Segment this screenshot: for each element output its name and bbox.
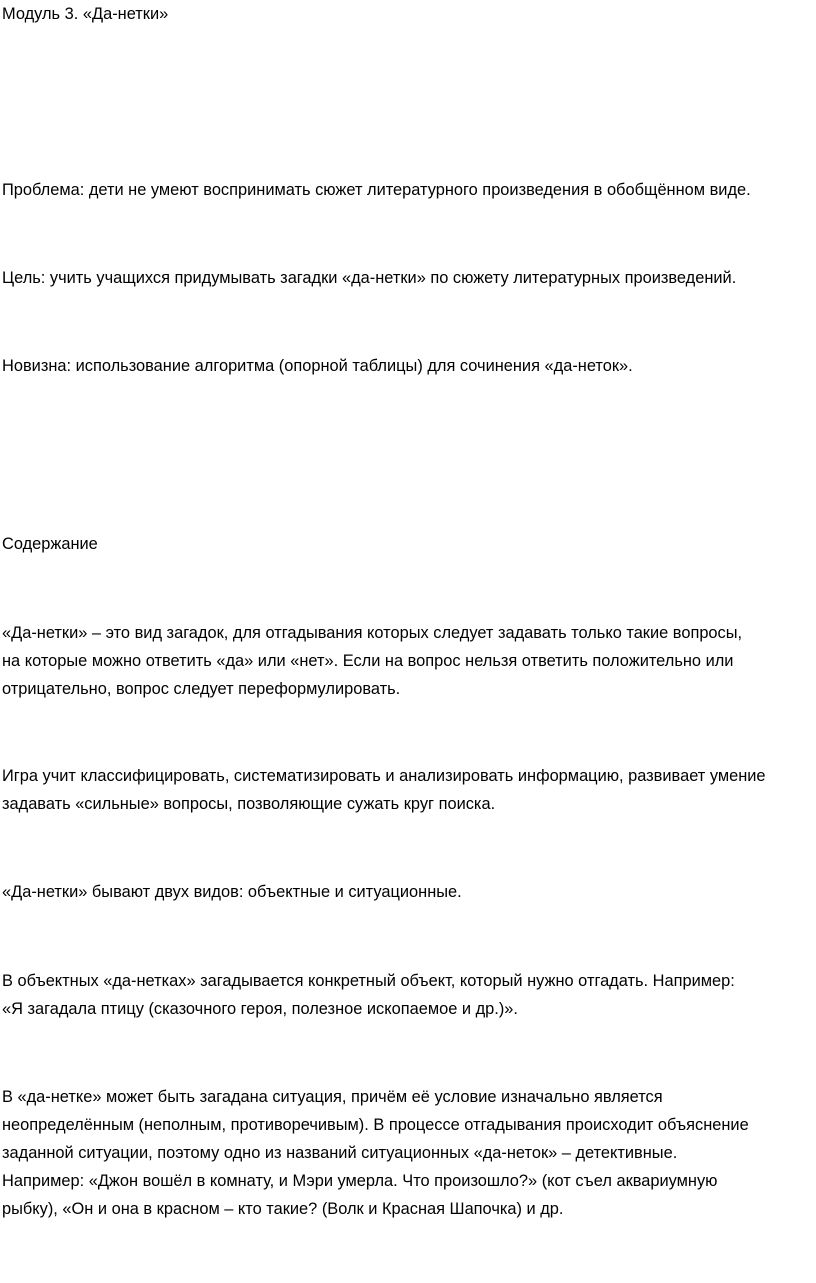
problem-text: Проблема: дети не умеют воспринимать сюжет литературного произведения в обобщённом виде. bbox=[2, 181, 751, 199]
paragraph-line: В «да-нетке» может быть загадана ситуация, причём её условие изначально является bbox=[2, 1088, 663, 1106]
paragraph-line: заданной ситуации, поэтому одно из названий ситуационных «да-неток» – детективные. bbox=[2, 1144, 678, 1162]
paragraph-object-riddles bbox=[2, 967, 812, 1023]
contents-heading bbox=[2, 530, 812, 558]
goal-text: Цель: учить учащихся придумывать загадки «да-нетки» по сюжету литературных произведений. bbox=[2, 269, 737, 287]
contents-heading-text: Содержание bbox=[2, 535, 98, 553]
paragraph-line: «Я загадала птицу (сказочного героя, полезное ископаемое и др.)». bbox=[2, 1000, 518, 1018]
paragraph-line: рыбку), «Он и она в красном – кто такие? (Волк и Красная Шапочка) и др. bbox=[2, 1200, 564, 1218]
module-title bbox=[2, 0, 812, 28]
novelty-text: Новизна: использование алгоритма (опорной таблицы) для сочинения «да-неток». bbox=[2, 357, 633, 375]
paragraph-line: «Да-нетки» бывают двух видов: объектные и ситуационные. bbox=[2, 883, 462, 901]
paragraph-line: В объектных «да-нетках» загадывается конкретный объект, который нужно отгадать. Например: bbox=[2, 972, 735, 990]
paragraph-types bbox=[2, 878, 812, 906]
paragraph-line: Например: «Джон вошёл в комнату, и Мэри умерла. Что произошло?» (кот съел аквариумную bbox=[2, 1172, 718, 1190]
paragraph-situation-riddles bbox=[2, 1083, 812, 1223]
paragraph-skills bbox=[2, 762, 812, 818]
paragraph-line: «Да-нетки» – это вид загадок, для отгадывания которых следует задавать только такие вопросы, bbox=[2, 624, 743, 642]
paragraph-definition bbox=[2, 619, 812, 703]
module-title-text: Модуль 3. «Да-нетки» bbox=[2, 5, 169, 23]
paragraph-line: отрицательно, вопрос следует переформулировать. bbox=[2, 680, 401, 698]
paragraph-line: на которые можно ответить «да» или «нет». Если на вопрос нельзя ответить положительно или bbox=[2, 652, 734, 670]
goal-statement bbox=[2, 264, 812, 292]
problem-statement bbox=[2, 176, 812, 204]
paragraph-line: задавать «сильные» вопросы, позволяющие сужать круг поиска. bbox=[2, 795, 496, 813]
paragraph-line: неопределённым (неполным, противоречивым). В процессе отгадывания происходит объяснение bbox=[2, 1116, 749, 1134]
novelty-statement bbox=[2, 352, 812, 380]
paragraph-line: Игра учит классифицировать, систематизировать и анализировать информацию, развивает умение bbox=[2, 767, 766, 785]
